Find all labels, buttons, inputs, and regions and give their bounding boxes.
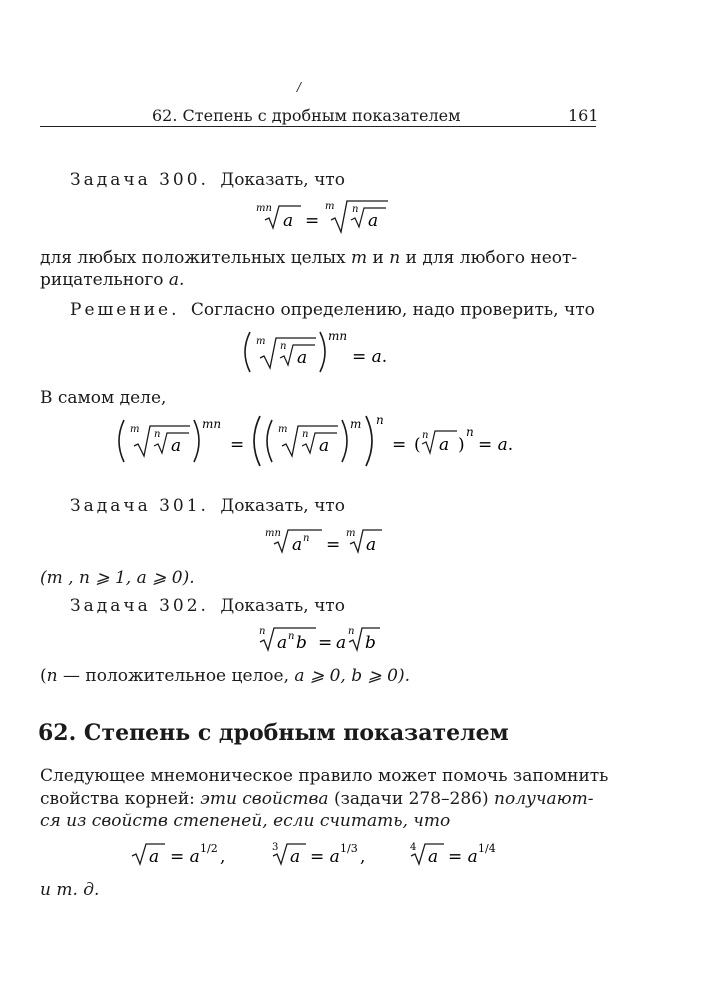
- svg-text:n: n: [348, 626, 355, 637]
- svg-text:(: (: [414, 435, 421, 455]
- formula-solution-2: [116, 412, 526, 470]
- svg-text:a: a: [368, 211, 379, 231]
- svg-text:1/3: 1/3: [340, 842, 358, 855]
- svg-text:n: n: [280, 341, 287, 352]
- svg-text:= a.: = a.: [352, 347, 388, 367]
- problem-301-heading: [70, 496, 345, 516]
- problem-label: Задача 300.: [70, 170, 209, 190]
- svg-text:a: a: [277, 633, 288, 653]
- problem-302-condition: (n — положительное целое, a ⩾ 0, b ⩾ 0).: [40, 666, 411, 686]
- svg-text:= a: = a: [448, 847, 478, 867]
- svg-text:b: b: [365, 633, 376, 653]
- svg-text:=: =: [392, 435, 407, 455]
- svg-text:4: 4: [410, 842, 417, 853]
- section-paragraph-line2: свойства корней: эти свойства (задачи 278–286) получают-: [40, 789, 594, 809]
- svg-text:n: n: [352, 204, 359, 215]
- svg-text:= a.: = a.: [478, 435, 514, 455]
- root-index-m: m: [325, 201, 335, 212]
- problem-statement: Доказать, что: [220, 496, 345, 516]
- problem-label: Задача 302.: [70, 596, 209, 616]
- svg-text:a: a: [428, 847, 439, 867]
- problem-300-condition-line1: для любых положительных целых m и n и для любого неот-: [40, 248, 578, 268]
- svg-text:n: n: [302, 429, 309, 440]
- svg-text:3: 3: [272, 842, 279, 853]
- svg-text:m: m: [130, 424, 140, 435]
- section-paragraph-line3: ся из свойств степеней, если считать, что: [40, 811, 451, 831]
- svg-text:b: b: [296, 633, 307, 653]
- svg-text:1/2: 1/2: [200, 842, 218, 855]
- svg-text:a: a: [366, 535, 377, 555]
- problem-label: Задача 301.: [70, 496, 209, 516]
- section-paragraph-line1: Следующее мнемоническое правило может помочь запомнить: [40, 766, 609, 786]
- svg-text:=: =: [326, 535, 341, 555]
- formula-300: [255, 196, 405, 236]
- svg-text:): ): [458, 435, 465, 455]
- page-number: 161: [568, 106, 599, 125]
- svg-text:a: a: [171, 436, 182, 456]
- solution-text: Согласно определению, надо проверить, что: [190, 300, 595, 320]
- running-title: 62. Степень с дробным показателем: [152, 106, 461, 125]
- svg-text:m: m: [350, 417, 362, 431]
- svg-text:mn: mn: [328, 329, 348, 343]
- svg-text:=: =: [318, 633, 333, 653]
- problem-statement: Доказать, что: [220, 170, 345, 190]
- svg-text:m: m: [278, 424, 288, 435]
- svg-text:a: a: [439, 435, 450, 455]
- formula-301: [264, 524, 384, 556]
- svg-text:=: =: [230, 435, 245, 455]
- svg-text:a: a: [290, 847, 301, 867]
- root-index-mn: mn: [256, 203, 272, 214]
- solution-label: Решение.: [70, 300, 180, 320]
- svg-text:1/4: 1/4: [478, 842, 496, 855]
- svg-text:a: a: [319, 436, 330, 456]
- header-rule: [40, 126, 596, 127]
- svg-text:a: a: [297, 348, 308, 368]
- svg-text:=: =: [305, 211, 320, 231]
- svg-text:n: n: [259, 626, 266, 637]
- svg-text:n: n: [154, 429, 161, 440]
- formula-section: [130, 836, 510, 870]
- indeed-text: В самом деле,: [40, 388, 167, 408]
- problem-301-condition: (m , n ⩾ 1, a ⩾ 0).: [40, 568, 195, 588]
- svg-text:= a: = a: [170, 847, 200, 867]
- svg-text:a: a: [283, 211, 294, 231]
- svg-text:a: a: [292, 535, 303, 555]
- section-title: 62. Степень с дробным показателем: [38, 720, 509, 746]
- svg-text:n: n: [422, 430, 429, 441]
- svg-text:m: m: [346, 528, 356, 539]
- problem-300-condition-line2: рицательного a.: [40, 270, 185, 290]
- svg-text:= a: = a: [310, 847, 340, 867]
- svg-text:n: n: [303, 533, 310, 544]
- formula-302: [258, 622, 388, 654]
- svg-text:n: n: [288, 631, 295, 642]
- problem-300-heading: [70, 170, 345, 190]
- problem-statement: Доказать, что: [220, 596, 345, 616]
- svg-text:m: m: [256, 336, 266, 347]
- stray-mark: /: [297, 80, 302, 94]
- svg-text:,: ,: [360, 847, 366, 867]
- solution-line: [70, 300, 595, 320]
- svg-text:a: a: [149, 847, 160, 867]
- svg-text:a: a: [336, 633, 347, 653]
- svg-text:,: ,: [220, 847, 226, 867]
- etc-text: и т. д.: [40, 880, 100, 900]
- problem-302-heading: [70, 596, 345, 616]
- svg-text:n: n: [376, 413, 384, 427]
- svg-text:mn: mn: [202, 417, 222, 431]
- svg-text:mn: mn: [265, 528, 281, 539]
- formula-solution-1: [240, 326, 400, 378]
- svg-text:n: n: [466, 425, 474, 439]
